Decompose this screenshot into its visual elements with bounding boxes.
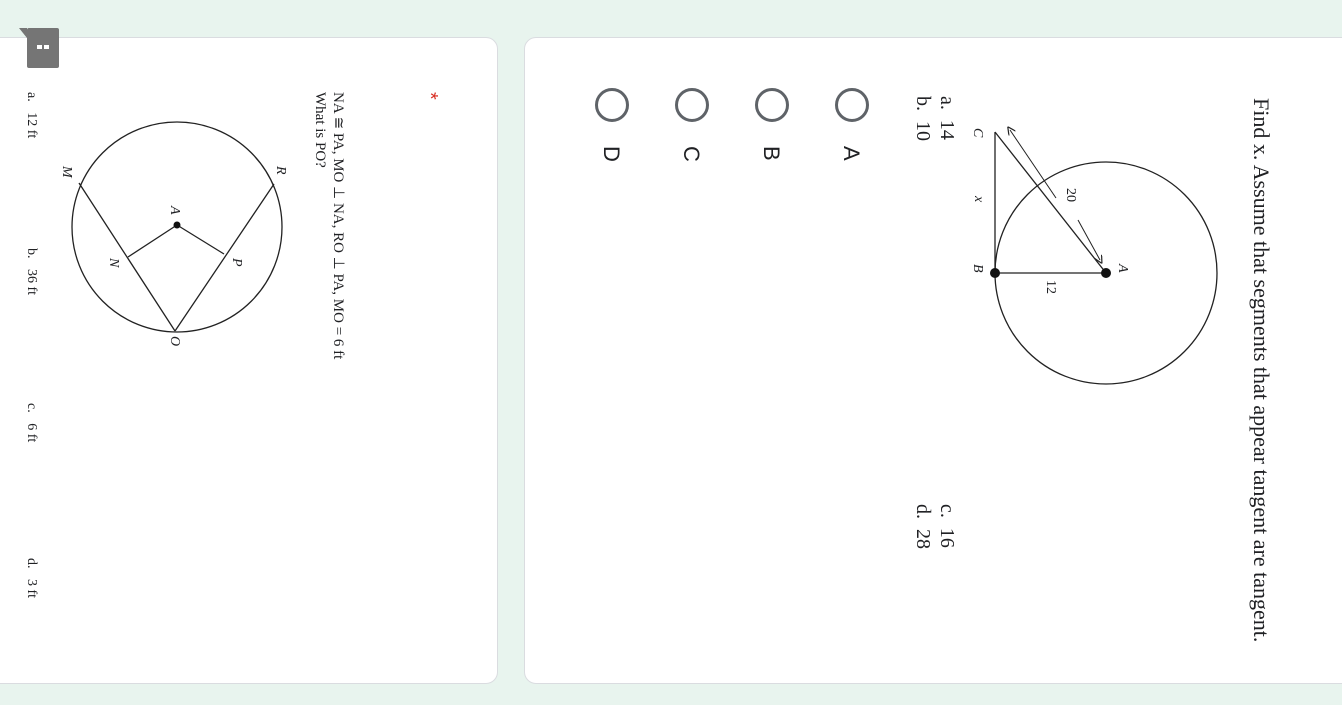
label-x: x <box>971 196 986 203</box>
tangent-diagram <box>960 120 1230 390</box>
choice-a-right: a. 14 <box>936 96 958 140</box>
given-statement: NA ≅ PA, MO ⊥ NA, RO ⊥ PA, MO = 6 ft <box>330 92 346 360</box>
choice-b-left: b. 36 ft <box>24 248 39 296</box>
radio-c[interactable] <box>675 88 709 122</box>
label-B: B <box>970 264 985 273</box>
radio-d[interactable] <box>595 88 629 122</box>
option-d-label: D <box>599 146 624 162</box>
circle-diagram-left <box>50 110 300 360</box>
label-R: R <box>273 166 288 175</box>
label-P: P <box>229 258 244 267</box>
choice-a-left: a. 12 ft <box>24 92 39 139</box>
option-b-label: B <box>759 146 784 161</box>
label-C: C <box>970 128 985 138</box>
label-O: O <box>167 336 182 347</box>
choice-c-right: c. 16 <box>936 504 958 548</box>
choice-d-right: d. 28 <box>912 504 934 549</box>
drag-handle-icon[interactable] <box>27 28 59 68</box>
option-a-label: A <box>839 146 864 161</box>
label-A-right: A <box>1115 264 1130 273</box>
question-prompt: Find x. Assume that segments that appear tangent are tangent. <box>1249 98 1274 643</box>
question-text: What is PO? <box>312 92 328 168</box>
option-c-label: C <box>679 146 704 162</box>
choice-c-left: c. 6 ft <box>24 403 39 443</box>
label-12: 12 <box>1043 280 1058 294</box>
choice-b-right: b. 10 <box>912 96 934 141</box>
label-20: 20 <box>1063 188 1078 202</box>
radio-a[interactable] <box>835 88 869 122</box>
label-M: M <box>59 166 74 178</box>
radio-b[interactable] <box>755 88 789 122</box>
required-asterisk: * <box>419 92 441 100</box>
choice-d-left: d. 3 ft <box>24 558 39 599</box>
label-N: N <box>106 258 121 268</box>
label-A: A <box>167 206 182 215</box>
